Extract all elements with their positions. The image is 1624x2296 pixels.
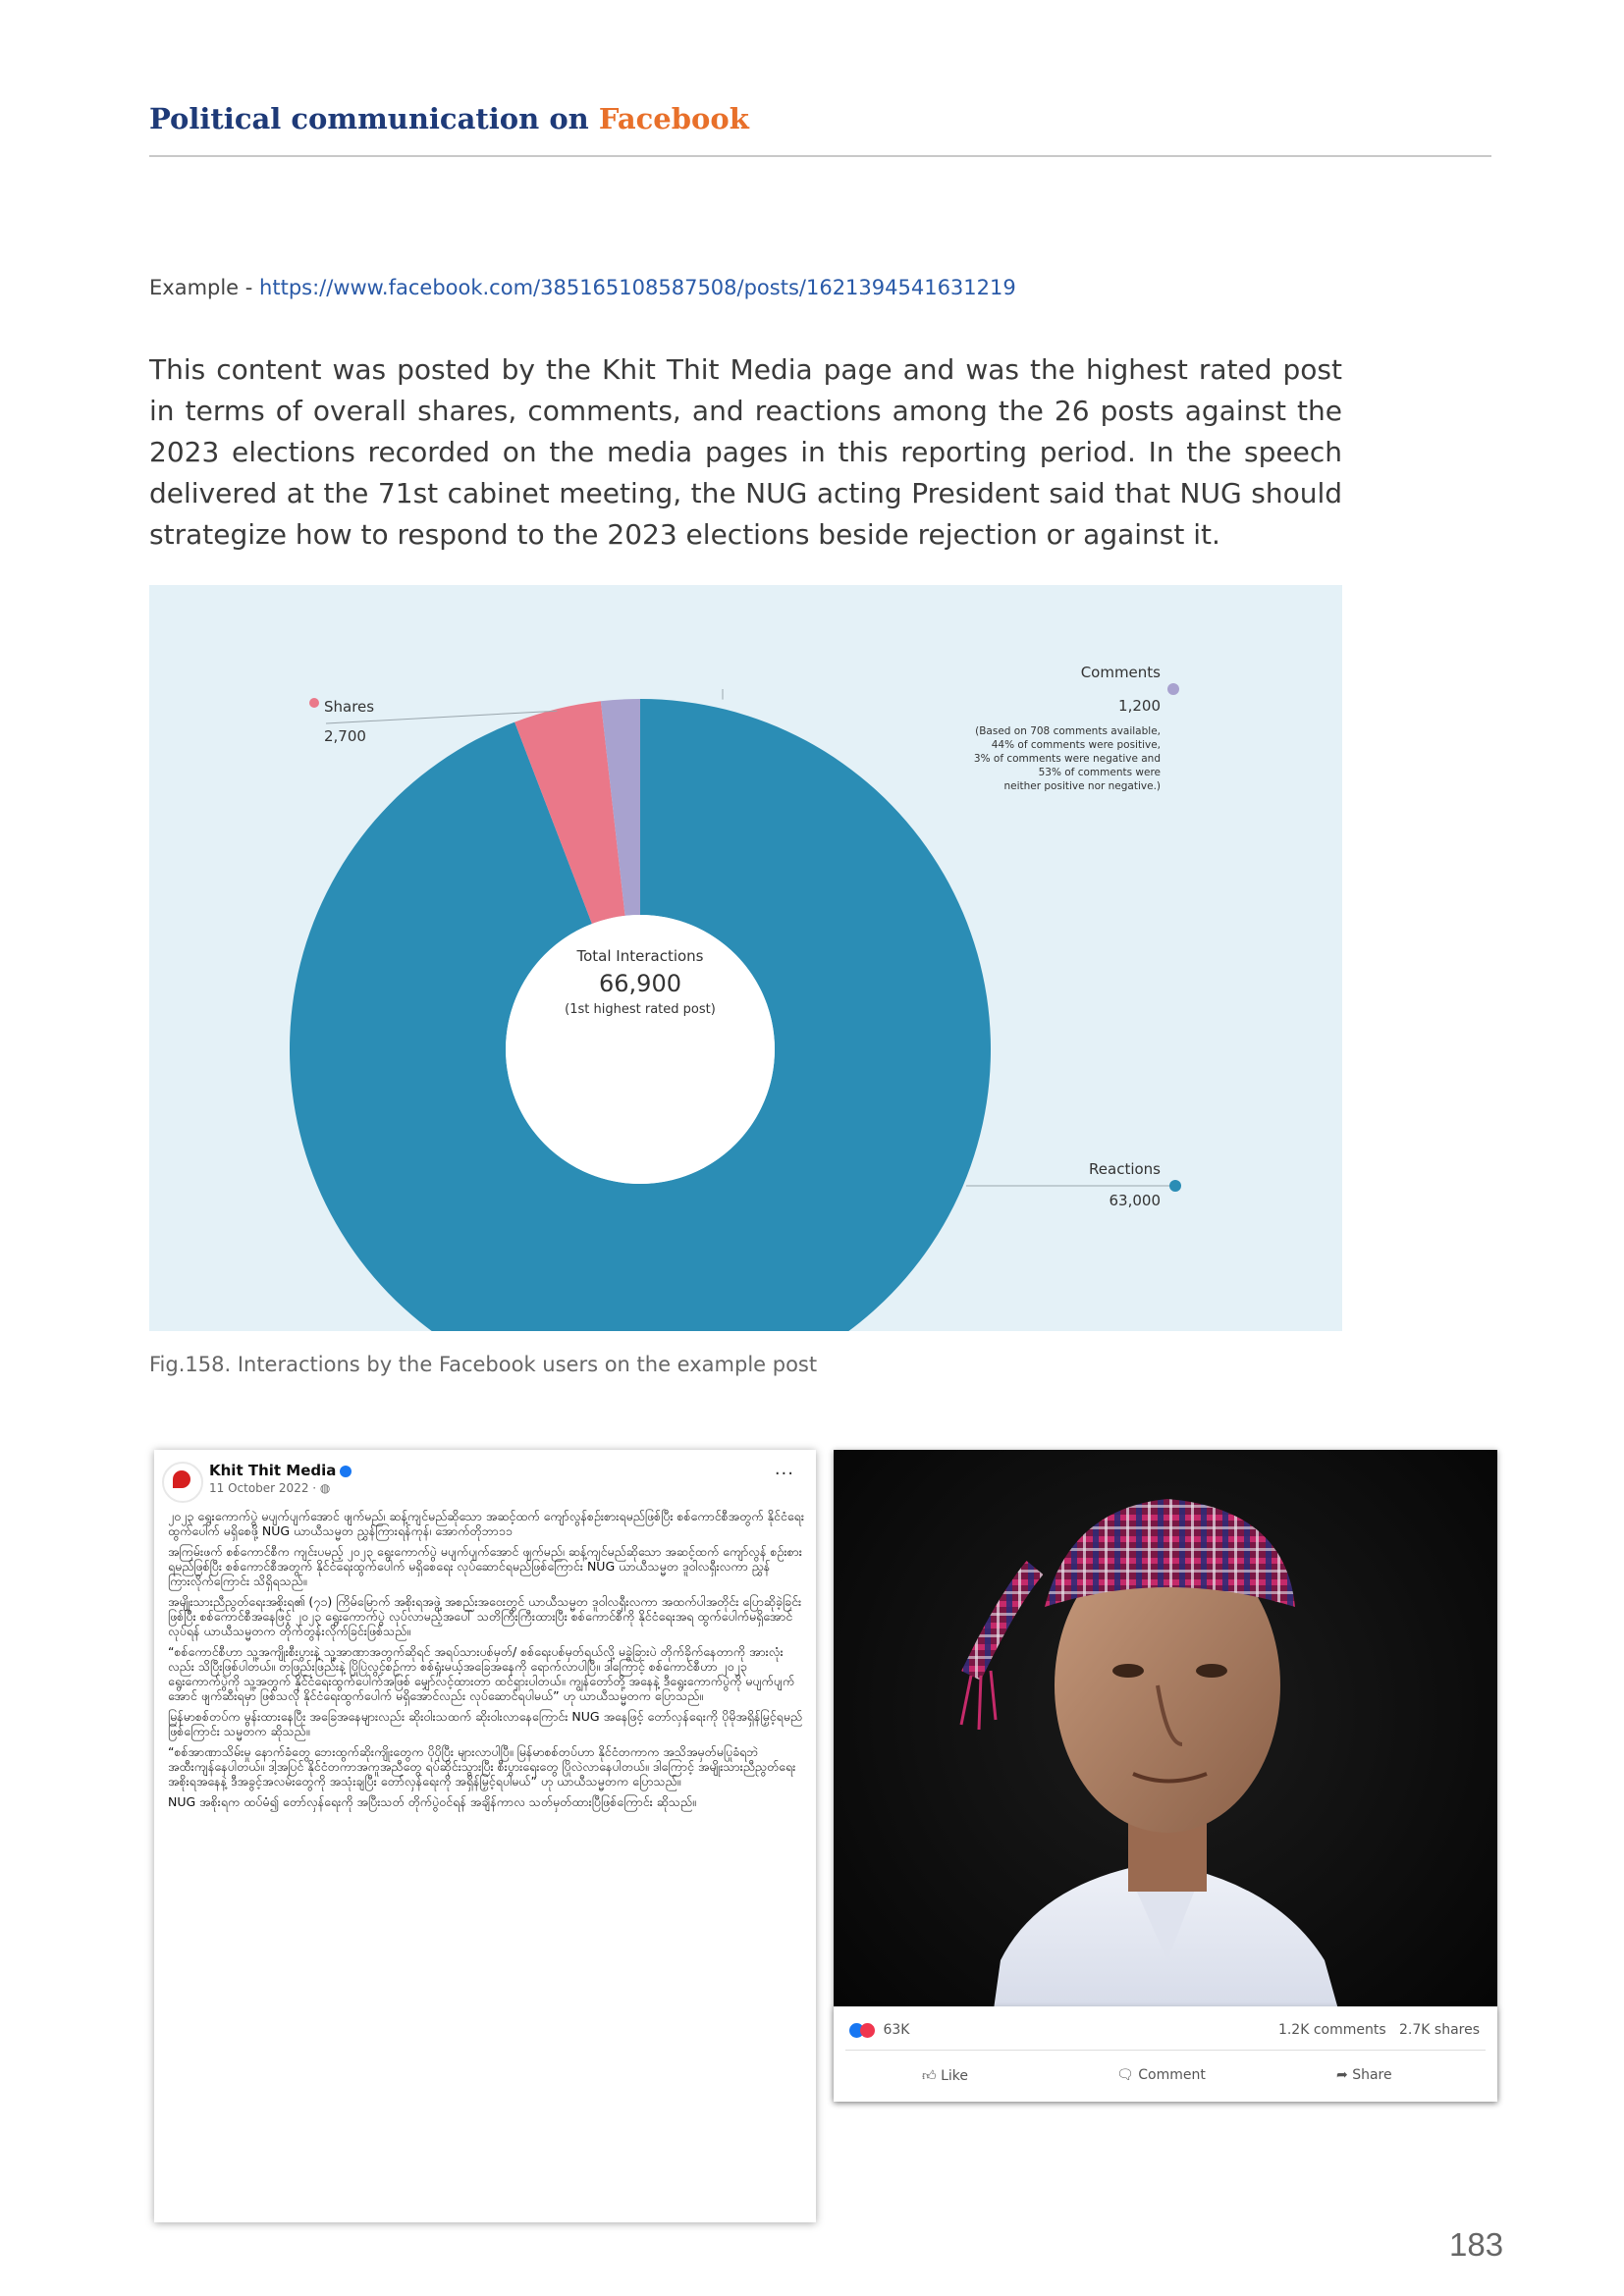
share-icon: ➦ [1336,2067,1348,2083]
post-page-name[interactable]: Khit Thit Media [209,1462,337,1479]
facebook-action-bar [834,2006,1497,2102]
thumbs-up-icon: 👍︎ [922,2068,937,2084]
comments-note-line: 53% of comments were [1038,767,1161,778]
shares-legend-dot [309,698,319,708]
running-header [149,102,749,135]
like-button[interactable] [922,2067,968,2084]
center-note: (1st highest rated post) [565,1002,716,1017]
comments-note-line: 44% of comments were positive, [991,739,1161,751]
post-paragraph: မြန်မာစစ်တပ်က မွန်းထားနေပြီး အခြေအနေများလည်း ဆိုးဝါးသထက် ဆိုးဝါးလာနေကြောင်း NUG အနေဖြင့် တော်လှန်ရေးကို ပိုမိုအရှိန်မြှင့်ရမည်ဖြစ်ကြောင်း သမ္မတက ဆိုသည်။ [168,1709,803,1738]
comment-label: Comment [1138,2067,1206,2083]
example-link[interactable]: https://www.facebook.com/385165108587508/posts/1621394541631219 [259,276,1016,299]
page-number: 183 [1449,2226,1504,2263]
donut-chart [149,585,1342,1331]
comments-note-line: 3% of comments were negative and [973,753,1161,765]
donut-chart-panel [149,585,1342,1331]
globe-icon: ◍ [319,1481,331,1495]
header-title: Political communication on [149,102,599,135]
engagement-stats [1278,2022,1480,2038]
comment-icon: 🗨︎ [1116,2067,1134,2083]
post-body [168,1509,804,1815]
portrait-image [834,1450,1497,2101]
comments-legend-dot [1167,683,1179,695]
verified-badge-icon [340,1466,352,1477]
post-paragraph: “စစ်ကောင်စီဟာ သူ့အကျိုးစီးပွားနဲ့ သူ့အာဏာအတွက်ဆိုရင် အရပ်သားပစ်မှတ်/ စစ်ရေးပစ်မှတ်ရယ်လို့ မခွဲခြားပဲ တိုက်ခိုက်နေတာကို အားလုံးလည်း သိပြီးဖြစ်ပါတယ်။ တဖြည်းဖြည်းနဲ့ ပြိုပြဲလွင့်စဉ်ကာ စစ်ရှုံးမယ့်အခြေအနေကို ရောက်လာပါပြီ။ ဒါကြောင့် စစ်ကောင်စီဟာ ၂၀၂၃ ရွေးကောက်ပွဲကို သူ့အတွက် နိုင်ငံရေးထွက်ပေါက်အဖြစ် မျှော်လင့်ထားတာ ထင်ရှားပါတယ်။ ကျွန်တော်တို့ အနေနဲ့ ဒီရွေးကောက်ပွဲကို မပျက်ပျက်အောင် ဖျက်ဆီးရမှာ ဖြစ်သလို နိုင်ငံရေးထွက်ပေါက် မရှိအောင်လည်း လုပ်ဆောင်ရပါမယ်” ဟု ယာယီသမ္မတက ပြောသည်။ [168,1644,795,1703]
post-paragraph: အကြမ်းဖက် စစ်ကောင်စီက ကျင်းပမည့် ၂၀၂၃ ရွေးကောက်ပွဲ မပျက်ပျက်အောင် ဖျက်မည်၊ ဆန့်ကျင်မည်ဆိုသော အဆင့်ထက် ကျော်လွန် စဉ်းစားရမည်ဖြစ်ပြီး စစ်ကောင်စီအတွက် နိုင်ငံရေးထွက်ပေါက် မရှိစေရေး လုပ်ဆောင်ရမည်ဖြစ်ကြောင်း NUG ယာယီသမ္မတ ဒူဝါလရှီးလကာ ညွှန်ကြားလိုက်ကြောင်း သိရှိရသည်။ [168,1544,802,1588]
shares-count[interactable]: 2.7K shares [1399,2022,1480,2038]
reaction-count: 63K [883,2022,910,2038]
center-value: 66,900 [599,970,681,997]
reactions-value: 63,000 [1109,1192,1161,1209]
comments-count[interactable]: 1.2K comments [1277,2022,1386,2038]
facebook-post-card [154,1450,816,2222]
reaction-summary[interactable] [849,2022,909,2038]
post-date[interactable]: 11 October 2022 · [209,1481,320,1495]
comments-value: 1,200 [1118,697,1161,715]
shares-value: 2,700 [324,727,366,745]
body-paragraph: This content was posted by the Khit Thit Media page and was the highest rated post in terms of overall shares, comments, and reactions among the 26 posts against the 2023 elections recorded on the media pages in this reporting period. In the speech delivered at the 71st cabinet meeting, the NUG acting President said that NUG should strategize how to respond to the 2023 elections beside rejection or against it. [149,353,1342,551]
shares-label: Shares [324,698,375,716]
header-title-accent: Facebook [598,102,749,135]
love-reaction-icon [860,2023,875,2038]
like-label: Like [941,2068,969,2084]
comments-note-line: neither positive nor negative.) [1003,780,1161,792]
comments-label: Comments [1080,664,1161,681]
comments-note-line: (Based on 708 comments available, [975,725,1161,737]
more-options-icon[interactable]: ··· [774,1464,794,1484]
post-date-row [209,1481,330,1495]
share-button[interactable] [1336,2067,1392,2083]
example-line [149,276,1016,299]
page-logo[interactable] [162,1462,203,1503]
example-label: Example - [149,276,260,299]
center-label: Total Interactions [576,947,704,965]
reactions-legend-dot [1169,1180,1181,1192]
post-paragraph: အမျိုးသားညီညွတ်ရေးအစိုးရ၏ (၇၁) ကြိမ်မြောက် အစိုးရအဖွဲ့ အစည်းအဝေးတွင် ယာယီသမ္မတ ဒူဝါလရှီးလကာ အထက်ပါအတိုင်း ပြောဆိုခဲ့ခြင်းဖြစ်ပြီး စစ်ကောင်စီအနေဖြင့် ၂၀၂၃ ရွေးကောက်ပွဲ လုပ်လာမည့်အပေါ် သတိကြီးကြီးထားပြီး စစ်ကောင်စီကို နိုင်ငံရေးအရ ထွက်ပေါက်မရှိအောင်လုပ်ရန် ယာယီသမ္မတက တိုက်တွန်းလိုက်ခြင်းဖြစ်သည်။ [168,1594,802,1638]
post-paragraph: NUG အစိုးရက ထပ်မံ၍ တော်လှန်ရေးကို အပြီးသတ် တိုက်ပွဲဝင်ရန် အချိန်ကာလ သတ်မှတ်ထားပြီဖြစ်ကြောင်း ဆိုသည်။ [168,1794,696,1809]
header-divider [149,155,1491,157]
post-paragraph: ၂၀၂၃ ရွေးကောက်ပွဲ မပျက်ပျက်အောင် ဖျက်မည်၊ ဆန့်ကျင်မည်ဆိုသော အဆင့်ထက် ကျော်လွန်စဉ်းစားရမည်ဖြစ်ပြီး စစ်ကောင်စီအတွက် နိုင်ငံရေးထွက်ပေါက် မရှိစေဖို့ NUG ယာယီသမ္မတ ညွှန်ကြားရန်ကုန်၊ အောက်တိုဘာ၁၁ [168,1509,804,1538]
reactions-label: Reactions [1089,1160,1161,1178]
share-label: Share [1352,2067,1392,2083]
action-divider [845,2050,1486,2051]
post-page-name-row [209,1462,352,1479]
post-photo[interactable] [834,1450,1497,2101]
comment-button[interactable] [1116,2067,1206,2083]
figure-caption: Fig.158. Interactions by the Facebook users on the example post [149,1353,818,1376]
post-paragraph: “စစ်အာဏာသိမ်းမှု နောက်ခံတွေ ဘေးထွက်ဆိုးကျိုးတွေက ပိုပိုပြီး များလာပါပြီ။ မြန်မာစစ်တပ်ဟာ နိုင်ငံတကာက အသိအမှတ်မပြုခံရဘဲ အထီးကျန်နေပါတယ်။ ဒါ့အပြင် နိုင်ငံတကာအကူအညီတွေ ရပ်ဆိုင်းသွားပြီး စီးပွားရေးတွေ ပြိုလဲလာနေပါတယ်။ ဒါကြောင့် အမျိုးသားညီညွတ်ရေးအစိုးရအနေနဲ့ ဒီအခွင့်အလမ်းတွေကို အသုံးချပြီး တော်လှန်ရေးကို အရှိန်မြှင့်ရပါမယ်” ဟု ယာယီသမ္မတက ပြောသည်။ [168,1744,796,1789]
